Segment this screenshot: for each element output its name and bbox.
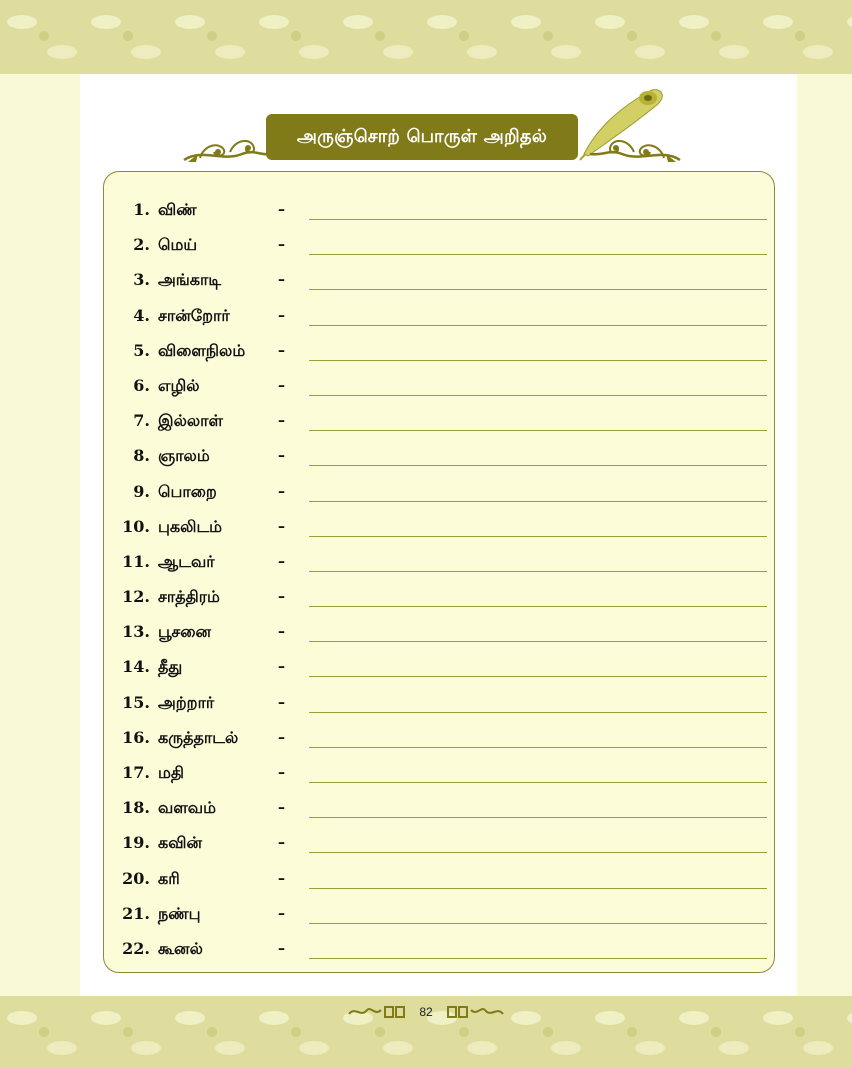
item-word: தீது [158,657,183,677]
word-list [104,196,776,970]
item-number: 21. [122,903,150,923]
word-row [104,935,776,970]
item-number: 18. [122,798,150,818]
item-dash: – [278,518,285,535]
item-number: 9. [133,481,150,501]
item-word: சாத்திரம் [158,587,220,607]
item-word: ஞாலம் [158,446,210,466]
answer-line [309,712,767,713]
answer-line [309,641,767,642]
answer-line [309,219,767,220]
answer-line [309,360,767,361]
left-flourish-icon [182,118,272,164]
item-word: மதி [158,763,184,782]
answer-line [309,606,767,607]
word-row [104,442,776,477]
item-number: 14. [122,657,150,677]
answer-line [309,254,767,255]
item-word: சான்றோர் [158,305,230,325]
title-area [182,104,682,164]
item-number: 3. [133,270,150,290]
answer-line [309,430,767,431]
answer-line [309,852,767,853]
item-word: கூனல் [158,938,203,958]
word-row [104,513,776,548]
item-word: புகலிடம் [158,516,223,536]
answer-line [309,888,767,889]
word-row [104,407,776,442]
item-dash: – [278,589,285,606]
answer-line [309,817,767,818]
item-number: 15. [122,692,150,712]
item-word: அங்காடி [158,270,222,290]
item-word: பொறை [158,481,217,501]
item-dash: – [278,800,285,817]
item-word: அற்றார் [158,692,215,712]
word-row [104,689,776,724]
answer-line [309,536,767,537]
word-row [104,548,776,583]
item-dash: – [278,448,285,465]
word-row [104,231,776,266]
word-row [104,829,776,864]
word-list-box [103,171,775,973]
answer-line [309,501,767,502]
item-dash: – [278,870,285,887]
answer-line [309,676,767,677]
page-title: அருஞ்சொற் பொருள் அறிதல் [266,114,578,160]
item-number: 12. [122,587,150,607]
word-row [104,337,776,372]
word-row [104,478,776,513]
footer-ornament-right-icon [445,1004,505,1020]
word-row [104,653,776,688]
answer-line [309,465,767,466]
item-dash: – [278,729,285,746]
word-row [104,266,776,301]
item-number: 4. [133,305,150,325]
item-number: 22. [122,938,150,958]
item-number: 20. [122,868,150,888]
item-word: கவின் [158,833,202,853]
item-dash: – [278,905,285,922]
right-flourish-icon [582,118,682,164]
right-margin [797,74,852,996]
item-number: 6. [133,375,150,395]
word-row [104,900,776,935]
item-number: 19. [122,833,150,853]
item-word: நண்பு [158,903,201,923]
item-dash: – [278,835,285,852]
item-dash: – [278,237,285,254]
footer-ornament-left-icon [347,1004,407,1020]
item-word: விண் [158,200,197,219]
answer-line [309,747,767,748]
page-footer [0,1000,852,1024]
item-number: 17. [122,763,150,782]
item-dash: – [278,659,285,676]
answer-line [309,289,767,290]
item-dash: – [278,765,285,781]
item-dash: – [278,694,285,711]
item-word: மெய் [158,235,198,255]
answer-line [309,571,767,572]
item-number: 11. [122,551,150,571]
item-number: 10. [122,516,150,536]
item-dash: – [278,307,285,324]
item-number: 2. [133,235,150,255]
left-margin [0,74,80,996]
item-word: வளவம் [158,798,216,818]
item-dash: – [278,342,285,359]
item-number: 13. [122,622,150,642]
item-number: 7. [133,411,150,431]
answer-line [309,325,767,326]
answer-line [309,395,767,396]
item-number: 8. [133,446,150,466]
item-dash: – [278,202,285,218]
word-row [104,372,776,407]
item-dash: – [278,272,285,289]
item-dash: – [278,624,285,641]
item-word: கருத்தாடல் [158,727,239,747]
word-row [104,794,776,829]
answer-line [309,958,767,959]
word-row [104,865,776,900]
item-word: இல்லாள் [158,411,223,431]
word-row [104,724,776,759]
item-word: ஆடவர் [158,551,215,571]
item-number: 1. [133,200,150,219]
word-row [104,196,776,231]
word-row [104,302,776,337]
item-dash: – [278,413,285,430]
answer-line [309,782,767,783]
item-dash: – [278,940,285,957]
item-dash: – [278,553,285,570]
top-decorative-band [0,0,852,74]
item-number: 16. [122,727,150,747]
item-dash: – [278,377,285,394]
item-word: கரி [158,868,180,888]
page-number: 82 [419,1005,433,1019]
word-row [104,759,776,794]
item-word: விளைநிலம் [158,340,246,360]
answer-line [309,923,767,924]
item-word: பூசனை [158,622,212,642]
item-number: 5. [133,340,150,360]
word-row [104,618,776,653]
word-row [104,583,776,618]
item-word: எழில் [158,375,200,395]
item-dash: – [278,483,285,500]
